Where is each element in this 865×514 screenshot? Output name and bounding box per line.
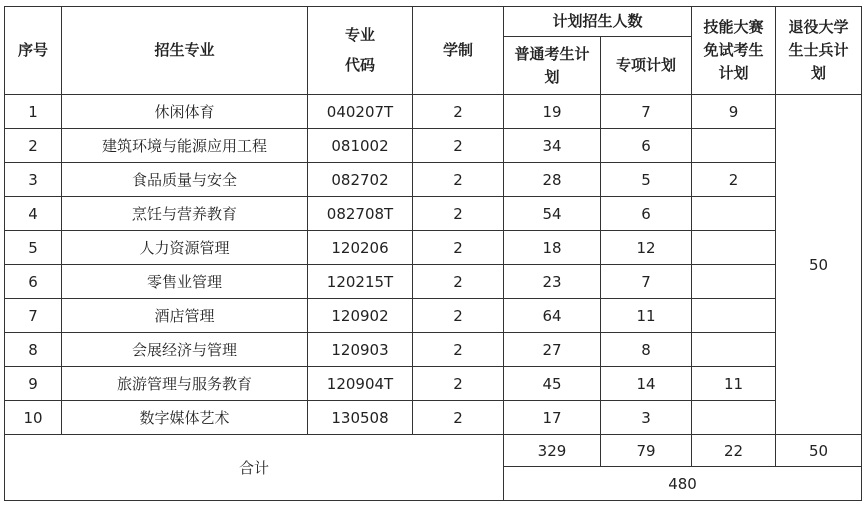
cell-skill bbox=[692, 401, 776, 435]
cell-years: 2 bbox=[413, 401, 504, 435]
cell-seq: 8 bbox=[5, 333, 62, 367]
cell-code: 120902 bbox=[308, 299, 413, 333]
cell-major: 食品质量与安全 bbox=[62, 163, 308, 197]
table-row bbox=[5, 197, 862, 231]
cell-regular: 54 bbox=[504, 197, 601, 231]
header-code-line1: 专业 bbox=[344, 26, 375, 44]
cell-special: 12 bbox=[601, 231, 692, 265]
cell-seq: 4 bbox=[5, 197, 62, 231]
total-regular: 329 bbox=[504, 435, 601, 467]
cell-seq: 10 bbox=[5, 401, 62, 435]
cell-seq: 9 bbox=[5, 367, 62, 401]
header-skill-line3: 计划 bbox=[718, 64, 749, 82]
enrollment-plan-table bbox=[4, 6, 862, 501]
table-row bbox=[5, 163, 862, 197]
cell-years: 2 bbox=[413, 95, 504, 129]
header-seq: 序号 bbox=[5, 7, 62, 95]
header-years: 学制 bbox=[413, 7, 504, 95]
grand-total: 480 bbox=[504, 467, 862, 501]
cell-code: 082708T bbox=[308, 197, 413, 231]
cell-code: 040207T bbox=[308, 95, 413, 129]
cell-special: 6 bbox=[601, 129, 692, 163]
cell-years: 2 bbox=[413, 367, 504, 401]
cell-special: 5 bbox=[601, 163, 692, 197]
cell-skill bbox=[692, 231, 776, 265]
cell-special: 14 bbox=[601, 367, 692, 401]
cell-special: 8 bbox=[601, 333, 692, 367]
cell-years: 2 bbox=[413, 265, 504, 299]
cell-years: 2 bbox=[413, 129, 504, 163]
table-row bbox=[5, 129, 862, 163]
cell-special: 7 bbox=[601, 265, 692, 299]
cell-special: 3 bbox=[601, 401, 692, 435]
cell-regular: 45 bbox=[504, 367, 601, 401]
header-plan-group: 计划招生人数 bbox=[504, 7, 692, 37]
cell-code: 130508 bbox=[308, 401, 413, 435]
cell-code: 081002 bbox=[308, 129, 413, 163]
cell-special: 6 bbox=[601, 197, 692, 231]
table-row bbox=[5, 401, 862, 435]
header-skill bbox=[692, 7, 776, 95]
cell-code: 120904T bbox=[308, 367, 413, 401]
cell-seq: 2 bbox=[5, 129, 62, 163]
cell-years: 2 bbox=[413, 163, 504, 197]
header-code bbox=[308, 7, 413, 95]
cell-seq: 1 bbox=[5, 95, 62, 129]
cell-regular: 18 bbox=[504, 231, 601, 265]
table-row bbox=[5, 299, 862, 333]
cell-veteran-merged: 50 bbox=[776, 95, 862, 435]
table-footer bbox=[5, 435, 862, 501]
cell-major: 人力资源管理 bbox=[62, 231, 308, 265]
header-veteran-line3: 划 bbox=[811, 64, 827, 82]
cell-skill bbox=[692, 333, 776, 367]
cell-major: 会展经济与管理 bbox=[62, 333, 308, 367]
cell-seq: 6 bbox=[5, 265, 62, 299]
cell-years: 2 bbox=[413, 231, 504, 265]
cell-regular: 64 bbox=[504, 299, 601, 333]
cell-major: 零售业管理 bbox=[62, 265, 308, 299]
cell-code: 120215T bbox=[308, 265, 413, 299]
header-veteran bbox=[776, 7, 862, 95]
cell-skill: 2 bbox=[692, 163, 776, 197]
cell-seq: 3 bbox=[5, 163, 62, 197]
cell-years: 2 bbox=[413, 299, 504, 333]
cell-regular: 19 bbox=[504, 95, 601, 129]
table-header bbox=[5, 7, 862, 95]
header-regular-line1: 普通考生计 bbox=[514, 44, 590, 63]
total-veteran: 50 bbox=[776, 435, 862, 467]
cell-major: 数字媒体艺术 bbox=[62, 401, 308, 435]
header-major: 招生专业 bbox=[62, 7, 308, 95]
cell-regular: 28 bbox=[504, 163, 601, 197]
header-code-line2: 代码 bbox=[344, 56, 375, 74]
cell-regular: 23 bbox=[504, 265, 601, 299]
cell-major: 建筑环境与能源应用工程 bbox=[62, 129, 308, 163]
table-body bbox=[5, 95, 862, 435]
cell-seq: 5 bbox=[5, 231, 62, 265]
cell-major: 旅游管理与服务教育 bbox=[62, 367, 308, 401]
header-skill-line1: 技能大赛 bbox=[703, 18, 764, 36]
total-skill: 22 bbox=[692, 435, 776, 467]
cell-seq: 7 bbox=[5, 299, 62, 333]
cell-regular: 34 bbox=[504, 129, 601, 163]
cell-major: 烹饪与营养教育 bbox=[62, 197, 308, 231]
cell-regular: 17 bbox=[504, 401, 601, 435]
cell-skill bbox=[692, 299, 776, 333]
header-regular bbox=[504, 37, 601, 95]
table-row bbox=[5, 231, 862, 265]
table-row bbox=[5, 265, 862, 299]
cell-years: 2 bbox=[413, 333, 504, 367]
cell-code: 120903 bbox=[308, 333, 413, 367]
cell-code: 082702 bbox=[308, 163, 413, 197]
cell-skill bbox=[692, 197, 776, 231]
table-row bbox=[5, 367, 862, 401]
header-skill-line2: 免试考生 bbox=[703, 41, 764, 59]
cell-special: 11 bbox=[601, 299, 692, 333]
cell-years: 2 bbox=[413, 197, 504, 231]
cell-skill: 9 bbox=[692, 95, 776, 129]
table-row bbox=[5, 333, 862, 367]
cell-regular: 27 bbox=[504, 333, 601, 367]
cell-major: 酒店管理 bbox=[62, 299, 308, 333]
cell-skill: 11 bbox=[692, 367, 776, 401]
total-special: 79 bbox=[601, 435, 692, 467]
cell-skill bbox=[692, 129, 776, 163]
header-regular-line2: 划 bbox=[544, 67, 560, 86]
header-veteran-line1: 退役大学 bbox=[788, 18, 849, 36]
header-veteran-line2: 生士兵计 bbox=[788, 41, 849, 59]
table-row bbox=[5, 95, 862, 129]
cell-special: 7 bbox=[601, 95, 692, 129]
total-label: 合计 bbox=[5, 435, 504, 501]
header-special: 专项计划 bbox=[601, 37, 692, 95]
cell-skill bbox=[692, 265, 776, 299]
cell-major: 休闲体育 bbox=[62, 95, 308, 129]
cell-code: 120206 bbox=[308, 231, 413, 265]
